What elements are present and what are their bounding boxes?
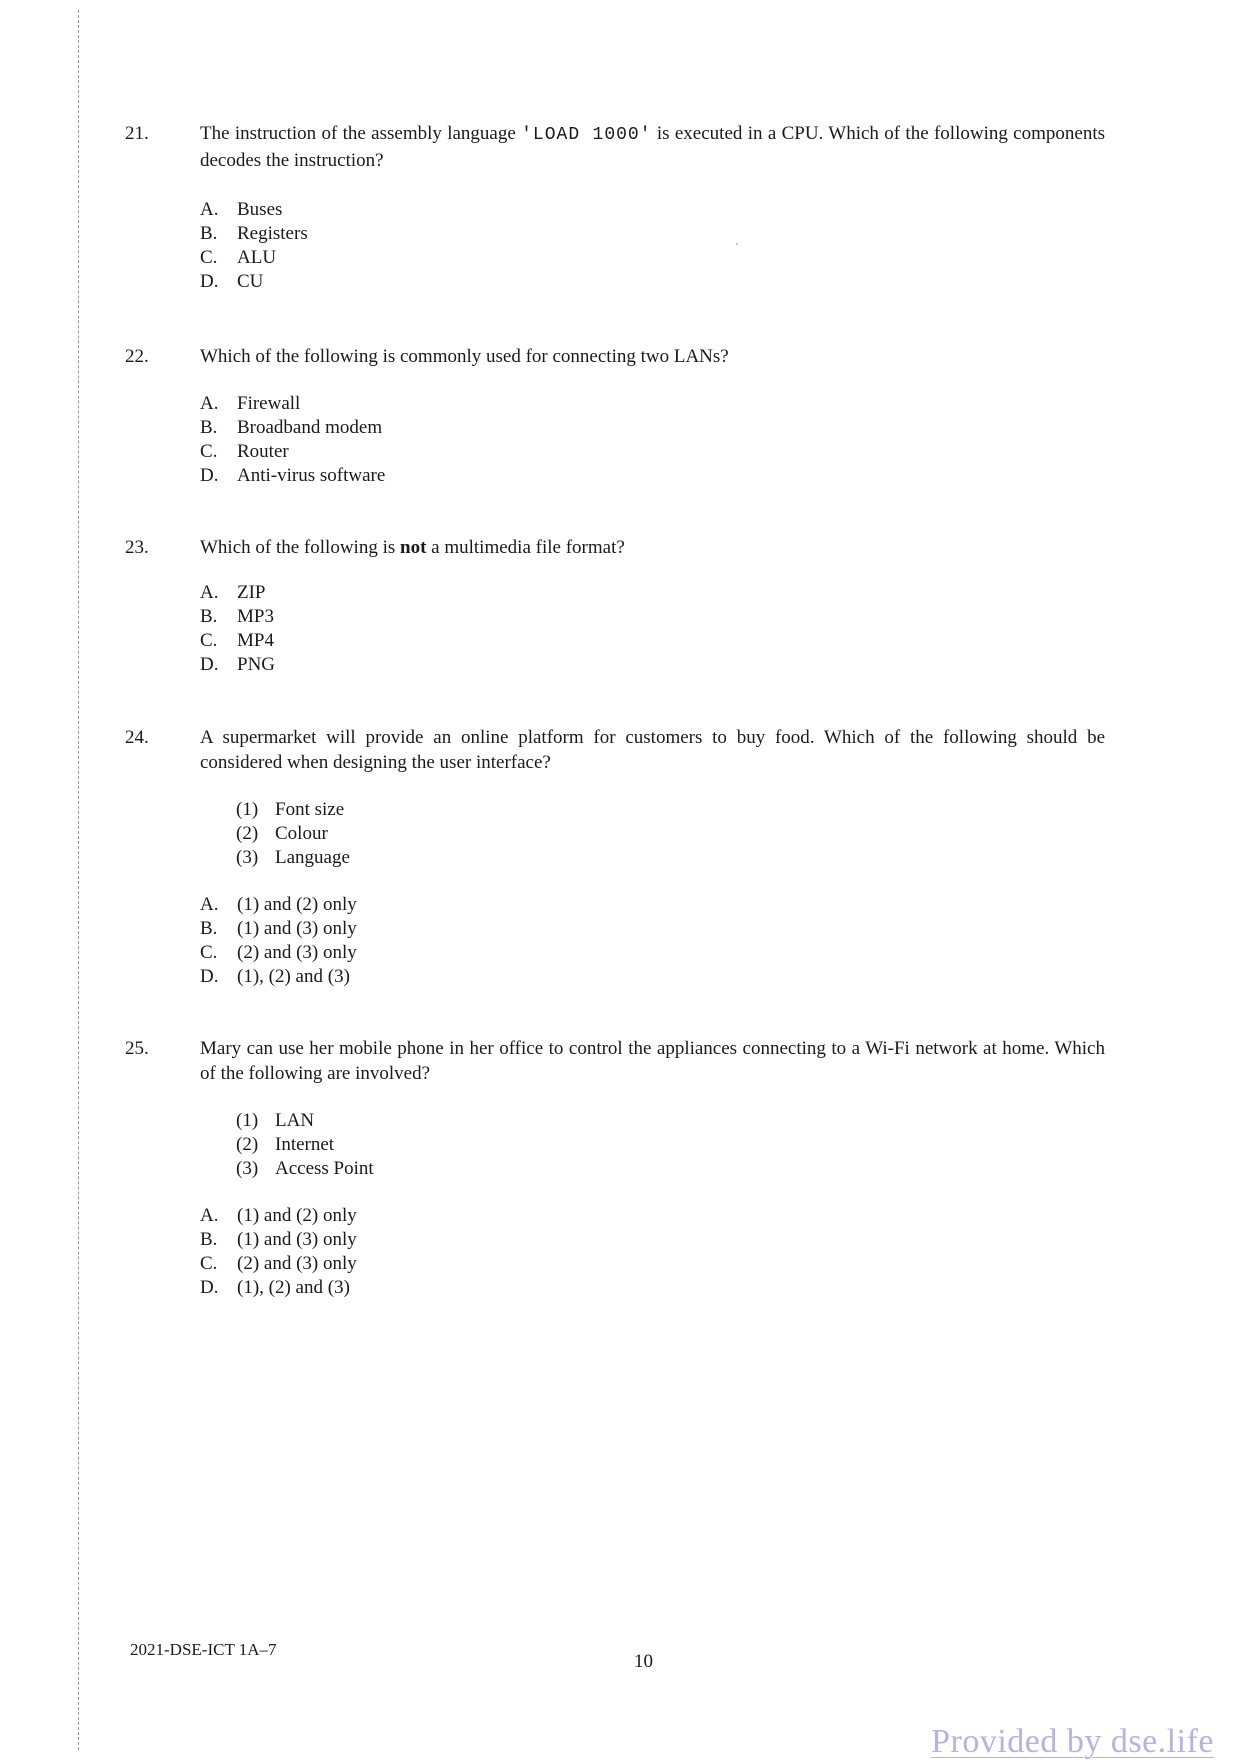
option-c[interactable]: C. MP4 — [200, 630, 274, 651]
option-b[interactable]: B. MP3 — [200, 606, 274, 627]
watermark-link[interactable]: Provided by dse.life — [931, 1723, 1214, 1760]
option-c[interactable]: C. (2) and (3) only — [200, 1253, 357, 1274]
options-list — [200, 1204, 357, 1300]
statement-1: (1) LAN — [236, 1110, 315, 1131]
options-list — [200, 893, 357, 989]
option-d[interactable]: D. Anti-virus software — [200, 465, 386, 486]
option-c[interactable]: C. (2) and (3) only — [200, 942, 357, 963]
option-b[interactable]: B. (1) and (3) only — [200, 918, 357, 939]
emphasis-not: not — [400, 537, 427, 558]
question-number: 24. — [125, 727, 149, 748]
scan-speck — [736, 243, 738, 245]
question-number: 25. — [125, 1038, 149, 1059]
question-stem: Which of the following is commonly used for connecting two LANs? — [200, 346, 729, 367]
option-d[interactable]: D. CU — [200, 271, 264, 292]
statement-3: (3) Language — [236, 847, 350, 868]
statement-2: (2) Internet — [236, 1134, 335, 1155]
option-a[interactable]: A. Buses — [200, 199, 283, 220]
question-stem: Which of the following is not a multimedia file format? — [200, 537, 625, 558]
option-c[interactable]: C. Router — [200, 441, 289, 462]
statement-1: (1) Font size — [236, 799, 345, 820]
statements-list — [236, 798, 350, 870]
option-b[interactable]: B. (1) and (3) only — [200, 1229, 357, 1250]
page-number: 10 — [634, 1651, 653, 1672]
question-stem: A supermarket will provide an online platform for customers to buy food. Which of the following should be considered when designing the user interface? — [200, 727, 1105, 773]
option-c[interactable]: C. ALU — [200, 247, 277, 268]
question-number: 21. — [125, 123, 149, 144]
binding-margin-line — [78, 10, 79, 1750]
question-number: 23. — [125, 537, 149, 558]
option-b[interactable]: B. Broadband modem — [200, 417, 383, 438]
option-d[interactable]: D. (1), (2) and (3) — [200, 1277, 350, 1298]
option-a[interactable]: A. Firewall — [200, 393, 301, 414]
statement-3: (3) Access Point — [236, 1158, 374, 1179]
option-a[interactable]: A. (1) and (2) only — [200, 894, 357, 915]
options-list — [200, 581, 275, 677]
statement-2: (2) Colour — [236, 823, 328, 844]
options-list — [200, 392, 385, 488]
option-a[interactable]: A. ZIP — [200, 582, 266, 603]
question-stem: The instruction of the assembly language 'LOAD 1000' is executed in a CPU. Which of the following components decodes the instruction? — [200, 123, 1105, 171]
option-d[interactable]: D. (1), (2) and (3) — [200, 966, 350, 987]
option-d[interactable]: D. PNG — [200, 654, 276, 675]
option-b[interactable]: B. Registers — [200, 223, 308, 244]
assembly-instruction: 'LOAD 1000' — [521, 125, 652, 145]
statements-list — [236, 1109, 374, 1181]
paper-code: 2021-DSE-ICT 1A–7 — [130, 1640, 277, 1659]
option-a[interactable]: A. (1) and (2) only — [200, 1205, 357, 1226]
options-list — [200, 198, 308, 294]
question-stem: Mary can use her mobile phone in her office to control the appliances connecting to a Wi-Fi network at home. Which of the following are involved? — [200, 1038, 1105, 1084]
question-number: 22. — [125, 346, 149, 367]
